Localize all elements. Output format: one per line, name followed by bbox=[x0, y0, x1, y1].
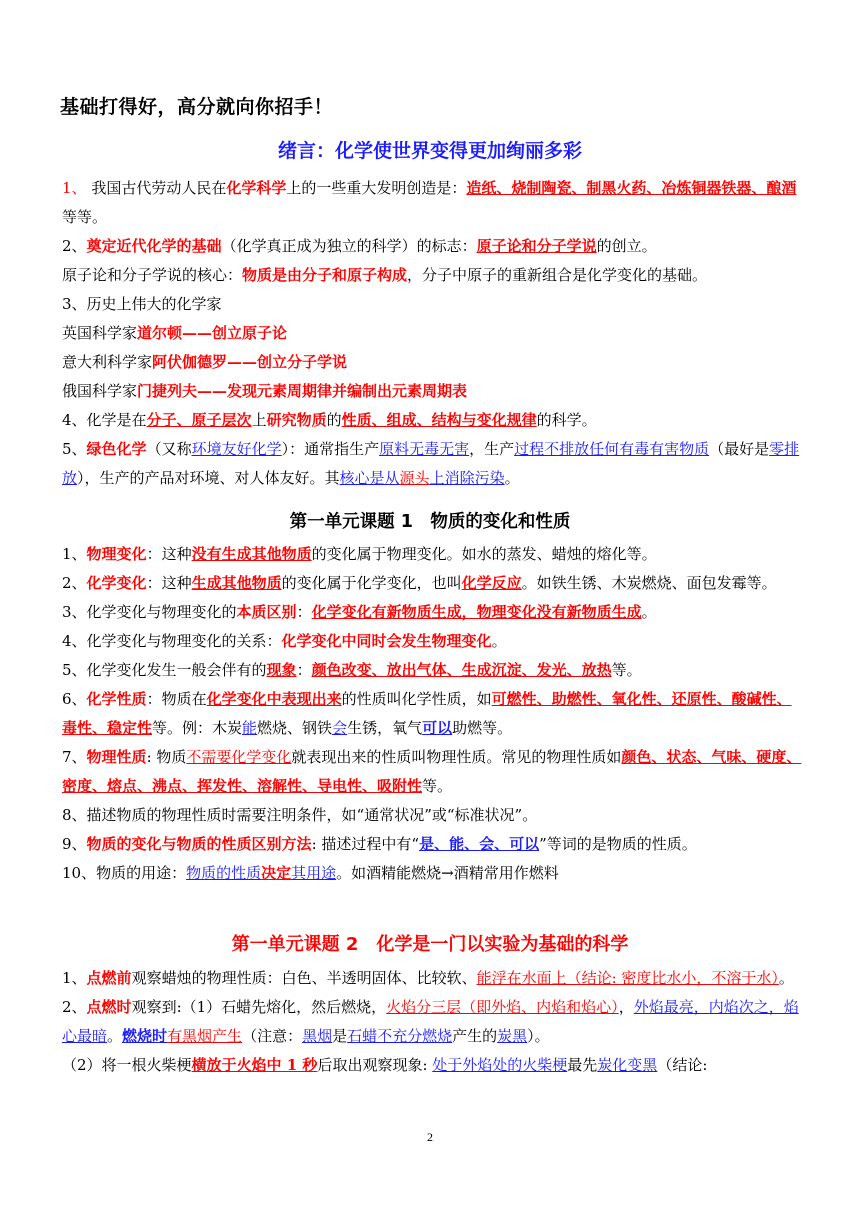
u1-item-1: 1、物理变化：这种没有生成其他物质的变化属于物理变化。如水的蒸发、蜡烛的熔化等。 bbox=[62, 545, 657, 563]
u1-item-10: 10、物质的用途：物质的性质决定其用途。如酒精能燃烧→酒精常用作燃料 bbox=[62, 864, 559, 882]
unit1-lesson1-heading: 第一单元课题 1 物质的变化和性质 bbox=[289, 512, 571, 532]
unit1-lesson2-heading: 第一单元课题 2 化学是一门以实验为基础的科学 bbox=[231, 934, 629, 955]
tagline: 基础打得好，高分就向你招手！ bbox=[60, 96, 334, 118]
u1-item-3: 3、化学变化与物理变化的本质区别：化学变化有新物质生成，物理变化没有新物质生成。 bbox=[62, 603, 657, 621]
intro-item-2: 2、奠定近代化学的基础（化学真正成为独立的科学）的标志：原子论和分子学说的创立。 bbox=[62, 237, 657, 255]
u2-item-2-2: （2）将一根火柴梗横放于火焰中 1 秒后取出观察现象: 处于外焰处的火柴梗最先炭化变黑（结论: bbox=[62, 1056, 708, 1074]
intro-item-5: 5、绿色化学（又称环境友好化学）：通常指生产原料无毒无害，生产过程不排放任何有毒有害物质（最好是零排放），生产的产品对环境、对人体友好。其核心是从源头上消除污染。 bbox=[62, 440, 800, 487]
u1-item-2: 2、化学变化：这种生成其他物质的变化属于化学变化，也叫化学反应。如铁生锈、木炭燃烧、面包发霉等。 bbox=[62, 574, 777, 592]
intro-item-core: 原子论和分子学说的核心：物质是由分子和原子构成，分子中原子的重新组合是化学变化的基础。 bbox=[62, 266, 708, 284]
u1-item-9: 9、物质的变化与物质的性质区别方法: 描述过程中有“是、能、会、可以”等词的是物质的性质。 bbox=[62, 835, 697, 853]
chemist-dalton: 英国科学家道尔顿——创立原子论 bbox=[62, 324, 288, 342]
chemist-mendeleev: 俄国科学家门捷列夫——发现元素周期律并编制出元素周期表 bbox=[62, 382, 468, 400]
u1-item-7: 7、物理性质: 物质不需要化学变化就表现出来的性质叫物理性质。常见的物理性质如颜色、状态、气味、硬度、密度、熔点、沸点、挥发性、溶解性、导电性、吸附性等。 bbox=[62, 748, 802, 795]
unit1-lesson1-section bbox=[62, 540, 806, 888]
intro-item-1: 1、 我国古代劳动人民在化学科学上的一些重大发明创造是：造纸、烧制陶瓷、制黑火药、冶炼铜器铁器、酿酒等等。 bbox=[62, 179, 797, 226]
u1-item-6: 6、化学性质：物质在化学变化中表现出来的性质叫化学性质，如可燃性、助燃性、氧化性、还原性、酸碱性、毒性、稳定性等。例：木炭能燃烧、钢铁会生锈，氧气可以助燃等。 bbox=[62, 690, 792, 737]
page-number: 2 bbox=[427, 1130, 433, 1144]
u1-item-4: 4、化学变化与物理变化的关系：化学变化中同时会发生物理变化。 bbox=[62, 632, 507, 650]
chemist-avogadro: 意大利科学家阿伏伽德罗——创立分子学说 bbox=[62, 353, 348, 371]
u2-item-1: 1、点燃前观察蜡烛的物理性质：白色、半透明固体、比较软、能浮在水面上（结论: 密度比水小，不溶于水）。 bbox=[62, 969, 794, 987]
u1-item-5: 5、化学变化发生一般会伴有的现象：颜色改变、放出气体、生成沉淀、发光、放热等。 bbox=[62, 661, 642, 679]
intro-item-4: 4、化学是在分子、原子层次上研究物质的性质、组成、结构与变化规律的科学。 bbox=[62, 411, 597, 429]
u2-item-2: 2、点燃时观察到:（1）石蜡先熔化，然后燃烧，火焰分三层（即外焰、内焰和焰心），外焰最亮，内焰次之，焰心最暗。燃烧时有黑烟产生（注意：黑烟是石蜡不充分燃烧产生的炭黑）。 bbox=[62, 998, 799, 1045]
intro-item-3: 3、历史上伟大的化学家 bbox=[62, 295, 222, 313]
intro-section bbox=[62, 174, 806, 493]
u1-item-8: 8、描述物质的物理性质时需要注明条件，如“通常状况”或“标准状况”。 bbox=[62, 806, 538, 824]
intro-heading: 绪言：化学使世界变得更加绚丽多彩 bbox=[277, 140, 582, 162]
unit1-lesson2-section bbox=[62, 964, 806, 1080]
